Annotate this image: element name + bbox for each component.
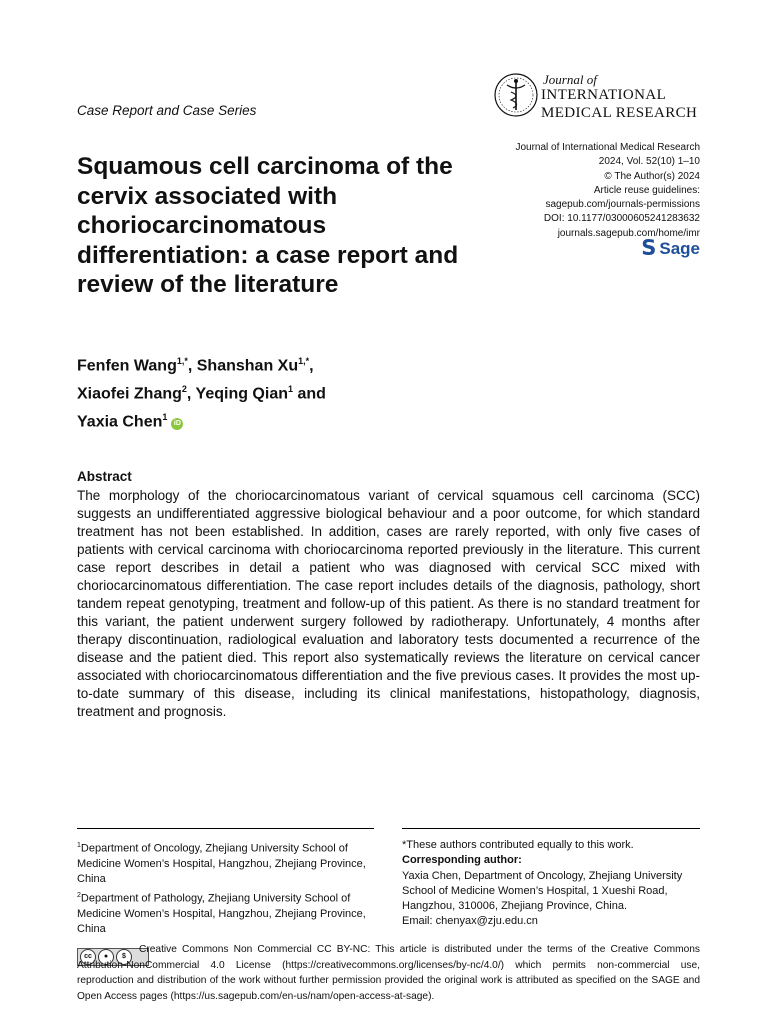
author-list: [77, 350, 326, 433]
meta-reuse-label: Article reuse guidelines:: [593, 184, 700, 196]
author-affiliation-mark: 1,*: [298, 356, 310, 366]
affiliation-text: Department of Oncology, Zhejiang University School of Medicine Women’s Hospital, Hangzhou, Zhejiang Province, China: [77, 842, 366, 886]
publisher-logo: [641, 236, 700, 261]
author-affiliation-mark: 1: [162, 411, 168, 422]
publisher-name: Sage: [659, 238, 700, 258]
abstract-text: The morphology of the choriocarcinomatous variant of cervical squamous cell carcinoma (SCC) suggests an undifferentiated aggressive biological behaviour and a poor outcome, for which standard treatment has not been established. In addition, cases are rarely reported, with only five cases of patients with cervical carcinoma with choriocarcinoma reported previously in the literature. This current case report describes in detail a patient who was diagnosed with cervical SCC mixed with choriocarcinomatous differentiation. The case report includes details of the diagnosis, pathology, short tandem repeat genotyping, treatment and follow-up of this patient. As there is no standard treatment for this variant, the patient underwent surgery followed by radiotherapy. Unfortunately, 4 months after therapy discontinuation, radiological evaluation and laboratory tests documented a recurrence of the disease and the patient died. This report also systematically reviews the literature on cervical cancer associated with choriocarcinomatous differentiation and the five previous cases. It provides the most up-to-date summary of this disease, including its clinical manifestations, histopathology, diagnosis, treatment and prognosis.: [77, 488, 700, 719]
cc-icon: cc: [80, 949, 96, 965]
affiliation-text: Department of Pathology, Zhejiang University School of Medicine Women’s Hospital, Hangzhou, Zhejiang Province, China: [77, 892, 366, 935]
meta-journal: Journal of International Medical Research: [515, 142, 700, 153]
license-text: [77, 942, 700, 1004]
meta-reuse-link[interactable]: sagepub.com/journals-permissions: [545, 199, 700, 211]
nc-icon: $: [116, 949, 132, 965]
sage-s-icon: 𝗦: [641, 237, 657, 260]
author-name: Shanshan Xu: [196, 357, 299, 375]
equal-contribution-note: *These authors contributed equally to this work.: [402, 839, 634, 851]
author-separator: ,: [187, 357, 197, 375]
corresponding-email[interactable]: Email: chenyax@zju.edu.cn: [402, 915, 538, 928]
affiliation-number: 2: [77, 891, 81, 899]
caduceus-emblem-icon: [493, 72, 539, 118]
author-name: Fenfen Wang: [77, 357, 177, 375]
orcid-icon[interactable]: iD: [171, 418, 183, 430]
meta-copyright: © The Author(s) 2024: [604, 170, 700, 182]
author-affiliation-mark: 1: [288, 383, 294, 394]
affiliation-divider: [77, 828, 374, 829]
author-separator: ,: [186, 385, 196, 403]
corresponding-address: Yaxia Chen, Department of Oncology, Zhejiang University School of Medicine Women’s Hospital, 1 Xueshi Road, Hangzhou, 310006, Zhejiang Province, China.: [402, 869, 683, 913]
license-body: Creative Commons Non Commercial CC BY-NC: This article is distributed under the terms of the Creative Commons Attribution-NonCommercial 4.0 License (https://creativecommons.org/licenses/by-nc/4.0/) which permits non-commercial use, reproduction and distribution of the work without further permission provided the original work is attributed as specified on the SAGE and Open Access pages (https://us.sagepub.com/en-us/nam/open-access-at-sage).: [77, 944, 700, 1002]
affiliations: [77, 838, 377, 937]
meta-doi[interactable]: DOI: 10.1177/03000605241283632: [543, 213, 700, 225]
author-name: Yaxia Chen: [77, 412, 163, 430]
corresponding-divider: [402, 828, 700, 829]
corresponding-heading: Corresponding author:: [402, 854, 522, 867]
abstract-heading: Abstract: [77, 469, 132, 484]
author-affiliation-mark: 1,*: [176, 356, 188, 366]
section-label: Case Report and Case Series: [77, 103, 257, 118]
logo-line-medical-research: MEDICAL RESEARCH: [541, 105, 698, 121]
logo-line-journal: Journal of: [543, 72, 597, 87]
article-meta: [515, 141, 700, 241]
author-name: Yeqing Qian: [195, 385, 288, 403]
author-name: Xiaofei Zhang: [77, 385, 182, 403]
article-title: Squamous cell carcinoma of the cervix associated with choriocarcinomatous differentiation: a case report and review of the literature: [77, 153, 459, 298]
corresponding-author-block: [402, 838, 702, 930]
author-affiliation-mark: 2: [181, 383, 187, 394]
meta-volume: 2024, Vol. 52(10) 1–10: [598, 156, 700, 168]
logo-line-international: INTERNATIONAL: [541, 87, 667, 103]
meta-homepage[interactable]: journals.sagepub.com/home/imr: [557, 227, 700, 239]
journal-logo: [493, 72, 703, 124]
affiliation-item: [77, 888, 377, 938]
affiliation-item: [77, 838, 377, 888]
by-icon: ●: [98, 949, 114, 965]
affiliation-number: 1: [77, 842, 81, 849]
author-separator: ,: [309, 357, 314, 375]
author-separator: and: [293, 385, 326, 403]
